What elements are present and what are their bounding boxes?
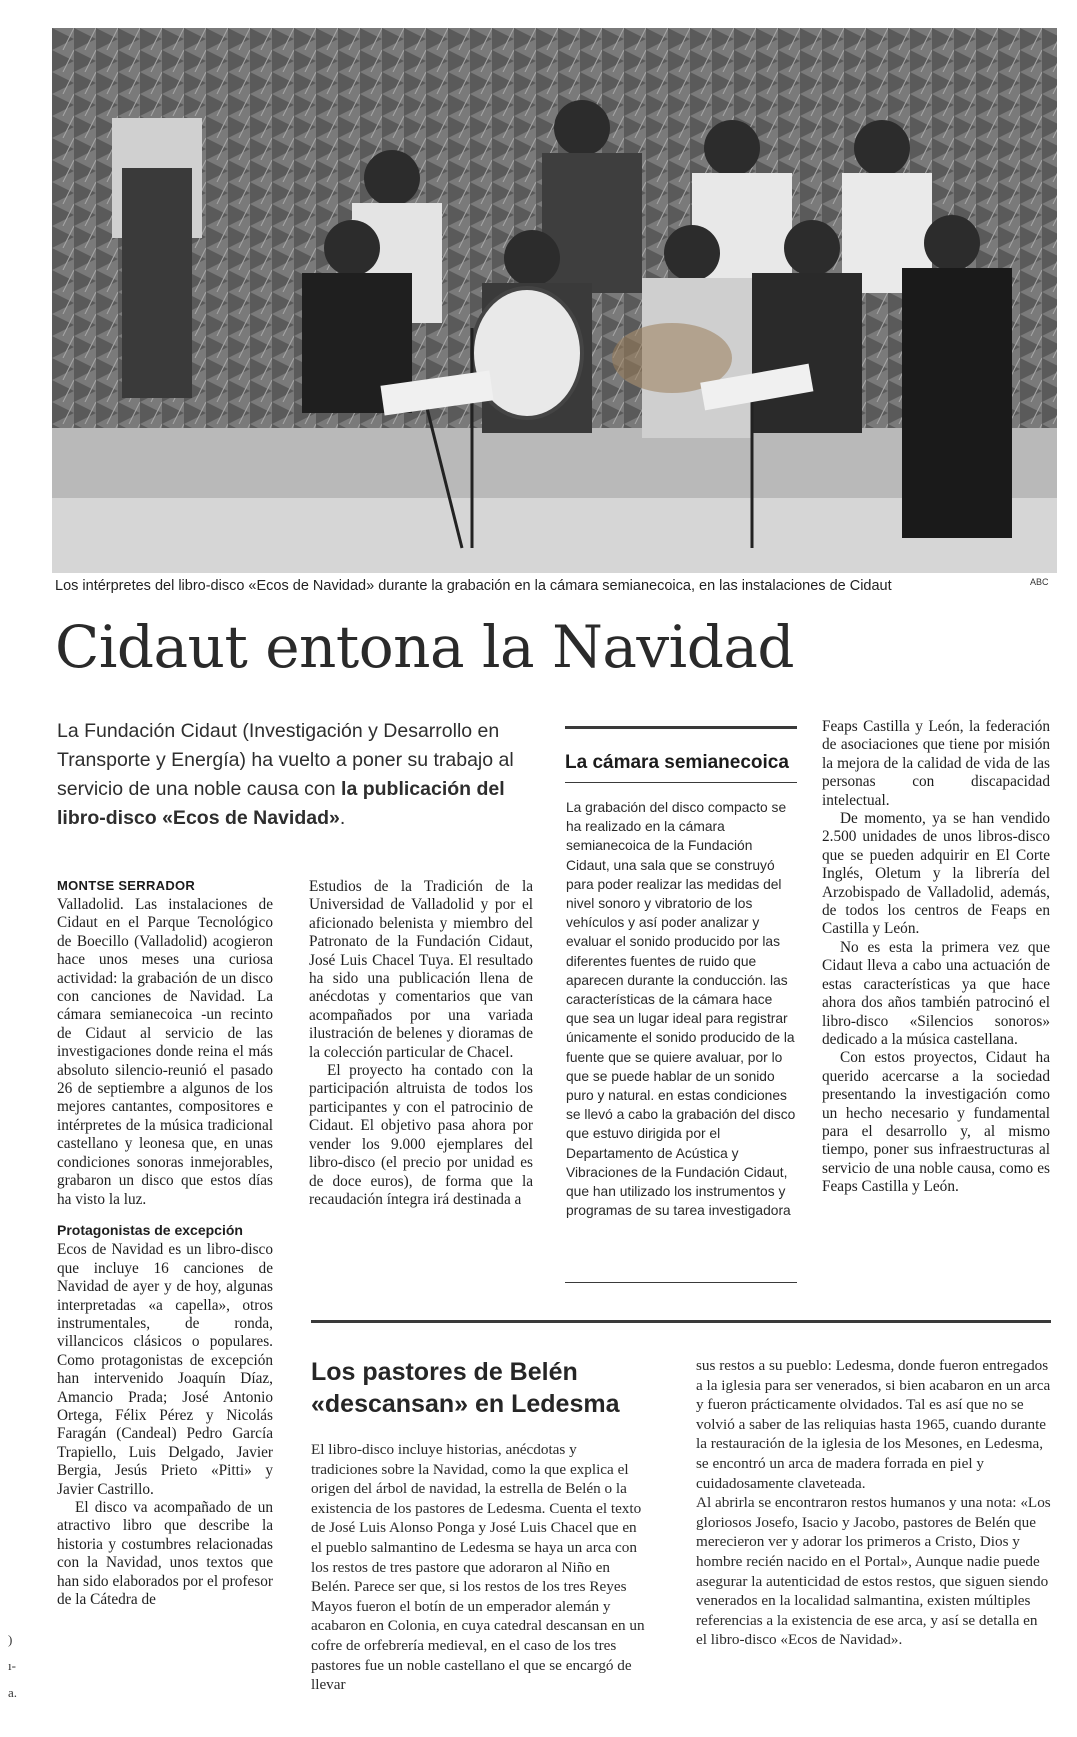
col2-paragraph-2: El proyecto ha contado con la participación altruista de todos los participantes y con el patrocinio de Cidaut. El objetivo pasa ahora por vender los 9.000 ejemplares del libro-disco (el precio por unidad es de doce euros), de forma que la recaudación íntegra irá destinada a <box>309 1062 533 1208</box>
lead-bold: la publicación del libro-disco «Ecos de Navidad» <box>57 778 505 829</box>
box-top-rule <box>565 726 797 729</box>
photo-caption: Los intérpretes del libro-disco «Ecos de Navidad» durante la grabación en la cámara semianecoica, en las instalaciones de Cidaut <box>55 578 892 594</box>
margin-mark-c: a. <box>8 1685 18 1700</box>
sidebar-headline-line-1: Los pastores de Belén <box>311 1358 578 1386</box>
box-title-rule <box>565 782 797 783</box>
sidebar-headline-line-2: «descansan» en Ledesma <box>311 1390 620 1418</box>
col4-paragraph-4: Con estos proyectos, Cidaut ha querido acercarse a la sociedad presentando la investigación como un hecho necesario y fundamental para el desarrollo y, al mismo tiempo, poner sus infraestructuras al servicio de una noble causa, como es Feaps Castilla y León. <box>822 1049 1050 1196</box>
byline: MONTSE SERRADOR <box>57 878 196 893</box>
column-1 <box>57 896 273 1609</box>
col1-paragraph-1: Valladolid. Las instalaciones de Cidaut en el Parque Tecnológico de Boecillo (Valladolid) acogieron hace unos meses una curiosa actividad: la grabación de un disco con canciones de Navidad. La cámara semianecoica -un recinto de Cidaut al servicio de las investigaciones donde reina el más absoluto silencio-reunió el pasado 26 de septiembre a algunos de los mejores cantantes, compositores e intérpretes de la música tradicional castellano y leonesa que, en unas condiciones sonoras inmejorables, grabaron un disco que estos días ha visto la luz. <box>57 896 273 1208</box>
article-lead <box>57 717 527 833</box>
col1-paragraph-2: Ecos de Navidad es un libro-disco que incluye 16 canciones de Navidad de ayer y de hoy, algunas interpretadas «a capella», otros instrumentales, de ronda, villancicos clásicos o populares. Como protagonistas de excepción han intervenido Joaquín Díaz, Amancio Prada; José Antonio Ortega, Félix Pérez y Nicolás Faragán (Candeal) Pedro García Trapiello, Luis Delgado, Javier Bergia, Jesús Prieto «Pitti» y Javier Castrillo. <box>57 1241 273 1498</box>
photo-illustration <box>52 28 1057 573</box>
col4-paragraph-1: Feaps Castilla y León, la federación de asociaciones que tiene por misión la mejora de la calidad de vida de las personas con discapacidad intelectual. <box>822 718 1050 809</box>
column-4 <box>822 718 1050 1197</box>
lead-text: La Fundación Cidaut (Investigación y Desarrollo en Transporte y Energía) ha vuelto a poner su trabajo al servicio de una noble causa con <box>57 720 514 800</box>
sidebar-left-text: El libro-disco incluye historias, anécdotas y tradiciones sobre la Navidad, como la que explica el origen del árbol de navidad, la estrella de Belén o la existencia de los pastores de Ledesma. Cuenta el texto de José Luis Alonso Ponga y José Luis Chacel que en el pueblo salmantino de Ledesma se haya un arca con los restos de tres pastore que adoraron al Niño en Belén. Parece ser que, si los restos de los tres Reyes Mayos fueron el botín de un emperador alemán y acabaron en Colonia, en cuya catedral descansan en un cofre de orfebrería medieval, en el caso de los tres pastores fue un noble castellano el que se encargó de llevar <box>311 1441 645 1694</box>
box-title: La cámara semianecoica <box>565 752 789 773</box>
col4-paragraph-3: No es esta la primera vez que Cidaut lleva a cabo una actuación de estas características ya que hace ahora dos años también patrocinó el libro-disco «Silencios sonoros» dedicado a la música castellana. <box>822 938 1050 1048</box>
sidebar-right-paragraph-2: Al abrirla se encontraron restos humanos y una nota: «Los gloriosos Josefo, Isacio y Jacobo, pastores de Belén que merecieron ver y adorar los primeros a Cristo, Dios y hombre recién nacido en el Portal», Aunque nadie puede asegurar la autenticidad de estos restos, que siguen siendo venerados en la localidad salmantina, existen múltiples referencias a la existencia de ese arca, y así se detalla en el libro-disco «Ecos de Navidad». <box>696 1494 1051 1649</box>
margin-mark-a: ) <box>8 1632 13 1647</box>
sidebar-headline <box>311 1356 641 1420</box>
col4-paragraph-2: De momento, ya se han vendido 2.500 unidades de unos libros-disco que se pueden adquirir en El Corte Inglés, Oletum y la librería del Arzobispado de Valladolid, además, de todos los centros de Feaps en Castilla y León. <box>822 810 1050 938</box>
sidebar-right-paragraph-1: sus restos a su pueblo: Ledesma, donde fueron entregados a la iglesia para ser venerados, si bien acabaron en un arca y fueron prácticamente olvidados. Tal es así que no se volvió a saber de las reliquias hasta 1965, cuando durante la restauración de la iglesia de los Mesones, en Ledesma, se encontró un arca de madera forrada en piel y cuidadosamente claveteada. <box>696 1357 1051 1492</box>
photo-credit: ABC <box>1030 577 1049 587</box>
box-bottom-rule <box>565 1282 797 1283</box>
box-text: La grabación del disco compacto se ha realizado en la cámara semianecoica de la Fundación Cidaut, una sala que se construyó para poder realizar las medidas del nivel sonoro y vibratorio de los vehículos y así poder analizar y evaluar el sonido producido por las diferentes fuentes de ruido que aparecen durante la conducción. las características de la cámara hace que sea un lugar ideal para registrar únicamente el sonido producido de la fuente que se quiere avaluar, por lo que se puede hablar de un sonido puro y natural. en estas condiciones se llevó a cabo la grabación del disco que estuvo dirigida por el Departamento de Acústica y Vibraciones de la Fundación Cidaut, que han utilizado los instrumentos y programas de su tarea investigadora <box>566 800 796 1219</box>
margin-mark-b: ı- <box>8 1658 16 1673</box>
article-headline: Cidaut entona la Navidad <box>55 613 795 681</box>
col1-paragraph-3: El disco va acompañado de un atractivo libro que describe la historia y costumbres relacionadas con la Navidad, unos textos que han sido elaborados por el profesor de la Cátedra de <box>57 1499 273 1609</box>
column-2 <box>309 878 533 1209</box>
sidebar-right-text <box>696 1356 1051 1650</box>
lead-end: . <box>339 807 346 829</box>
col2-paragraph-1: Estudios de la Tradición de la Universidad de Valladolid y por el aficionado belenista y miembro del Patronato de la Fundación Cidaut, José Luis Chacel Tuya. El resultado ha sido una publicación llena de anécdotas y comentarios que van acompañados por una variada ilustración de belenes y dioramas de la colección particular de Chacel. <box>309 878 533 1061</box>
col1-subhead: Protagonistas de excepción <box>57 1221 243 1238</box>
recording-session-photo <box>52 28 1057 573</box>
sidebar-top-rule <box>311 1320 1051 1323</box>
